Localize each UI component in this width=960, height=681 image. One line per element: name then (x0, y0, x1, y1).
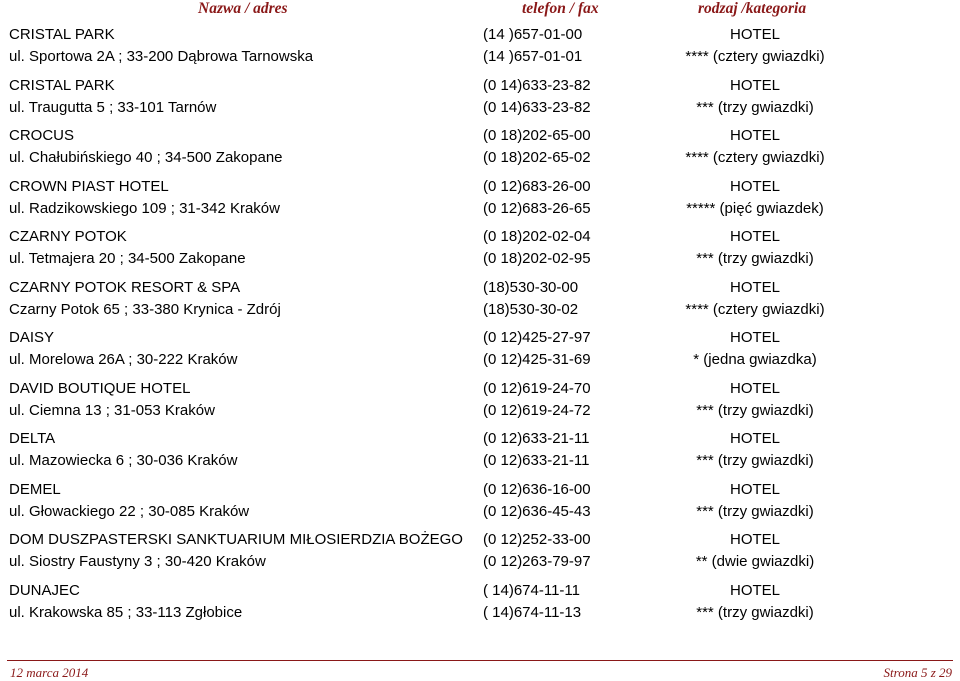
phone-number: (18)530-30-00 (483, 278, 579, 296)
list-item (0, 277, 960, 328)
list-item (0, 226, 960, 277)
hotel-name: DAVID BOUTIQUE HOTEL (9, 379, 191, 397)
fax-number: (18)530-30-02 (483, 300, 579, 318)
hotel-type: HOTEL (729, 329, 780, 346)
hotel-type: HOTEL (729, 430, 780, 447)
hotel-type: HOTEL (729, 127, 780, 144)
fax-number: (0 14)633-23-82 (483, 98, 591, 116)
phone-number: (0 12)636-16-00 (483, 480, 591, 498)
hotel-category: *** (trzy gwiazdki) (696, 452, 814, 469)
phone-number: (14 )657-01-00 (483, 26, 583, 43)
list-item (0, 479, 960, 530)
list-item (0, 428, 960, 479)
hotel-name: CRISTAL PARK (9, 26, 115, 43)
hotel-address: ul. Chałubińskiego 40 ; 34-500 Zakopane (9, 149, 283, 166)
footer-divider (7, 660, 953, 661)
fax-number: (0 12)619-24-72 (483, 401, 591, 419)
hotel-type: HOTEL (729, 379, 780, 397)
list-item (0, 24, 960, 75)
fax-number: (0 12)263-79-97 (483, 553, 591, 570)
footer-page-number: Strona 5 z 29 (883, 665, 952, 680)
list-item (0, 529, 960, 580)
phone-number: ( 14)674-11-11 (483, 581, 581, 599)
hotel-name: CRISTAL PARK (9, 76, 115, 94)
hotel-type: HOTEL (729, 278, 780, 296)
hotel-name: CROCUS (9, 127, 75, 144)
phone-number: (0 12)425-27-97 (483, 329, 591, 346)
hotel-address: ul. Mazowiecka 6 ; 30-036 Kraków (9, 452, 238, 469)
hotel-category: *** (trzy gwiazdki) (696, 603, 814, 621)
list-item (0, 75, 960, 126)
header-name-address: Nazwa / adres (198, 0, 288, 17)
footer-date: 12 marca 2014 (10, 665, 89, 680)
hotel-address: Czarny Potok 65 ; 33-380 Krynica - Zdrój (9, 300, 281, 318)
header-phone-fax: telefon / fax (522, 0, 599, 17)
hotel-category: *** (trzy gwiazdki) (696, 401, 814, 419)
hotel-type: HOTEL (729, 26, 780, 43)
hotel-type: HOTEL (729, 177, 780, 195)
hotel-type: HOTEL (729, 531, 780, 548)
hotel-name: DEMEL (9, 480, 61, 498)
hotel-name: CZARNY POTOK (9, 228, 127, 245)
hotel-type: HOTEL (729, 581, 780, 599)
hotel-list (0, 24, 960, 630)
list-item (0, 580, 960, 631)
hotel-category: **** (cztery gwiazdki) (685, 48, 825, 65)
phone-number: (0 12)619-24-70 (483, 379, 591, 397)
header-type-category: rodzaj /kategoria (698, 0, 807, 17)
phone-number: (0 12)633-21-11 (483, 430, 590, 447)
hotel-category: *** (trzy gwiazdki) (696, 98, 814, 116)
hotel-address: ul. Sportowa 2A ; 33-200 Dąbrowa Tarnowska (9, 48, 314, 65)
fax-number: ( 14)674-11-13 (483, 603, 582, 621)
hotel-category: ***** (pięć gwiazdek) (686, 199, 824, 217)
hotel-address: ul. Głowackiego 22 ; 30-085 Kraków (9, 502, 250, 520)
hotel-category: *** (trzy gwiazdki) (696, 250, 814, 267)
hotel-type: HOTEL (729, 480, 780, 498)
fax-number: (0 12)683-26-65 (483, 199, 591, 217)
list-item (0, 125, 960, 176)
hotel-type: HOTEL (729, 228, 780, 245)
hotel-name: DOM DUSZPASTERSKI SANKTUARIUM MIŁOSIERDZIA BOŻEGO (9, 531, 463, 548)
hotel-address: ul. Siostry Faustyny 3 ; 30-420 Kraków (9, 553, 266, 570)
hotel-address: ul. Krakowska 85 ; 33-113 Zgłobice (9, 603, 243, 621)
hotel-category: **** (cztery gwiazdki) (685, 300, 825, 318)
fax-number: (0 18)202-65-02 (483, 149, 591, 166)
phone-number: (0 12)252-33-00 (483, 531, 591, 548)
hotel-category: ** (dwie gwiazdki) (695, 553, 815, 570)
hotel-name: DAISY (9, 329, 55, 346)
phone-number: (0 12)683-26-00 (483, 177, 591, 195)
hotel-category: * (jedna gwiazdka) (693, 351, 817, 368)
fax-number: (14 )657-01-01 (483, 48, 583, 65)
list-item (0, 378, 960, 429)
hotel-type: HOTEL (729, 76, 780, 94)
hotel-address: ul. Morelowa 26A ; 30-222 Kraków (9, 351, 238, 368)
hotel-address: ul. Tetmajera 20 ; 34-500 Zakopane (9, 250, 246, 267)
hotel-category: *** (trzy gwiazdki) (696, 502, 814, 520)
fax-number: (0 12)633-21-11 (483, 452, 590, 469)
fax-number: (0 12)425-31-69 (483, 351, 591, 368)
hotel-address: ul. Radzikowskiego 109 ; 31-342 Kraków (9, 199, 280, 217)
fax-number: (0 12)636-45-43 (483, 502, 591, 520)
list-item (0, 327, 960, 378)
phone-number: (0 18)202-02-04 (483, 228, 591, 245)
phone-number: (0 14)633-23-82 (483, 76, 591, 94)
hotel-name: DELTA (9, 430, 56, 447)
phone-number: (0 18)202-65-00 (483, 127, 591, 144)
fax-number: (0 18)202-02-95 (483, 250, 591, 267)
hotel-address: ul. Traugutta 5 ; 33-101 Tarnów (9, 98, 217, 116)
hotel-address: ul. Ciemna 13 ; 31-053 Kraków (9, 401, 215, 419)
hotel-name: CROWN PIAST HOTEL (9, 177, 169, 195)
list-item (0, 176, 960, 227)
hotel-name: DUNAJEC (9, 581, 80, 599)
column-header (0, 0, 960, 20)
hotel-name: CZARNY POTOK RESORT & SPA (9, 278, 241, 296)
hotel-category: **** (cztery gwiazdki) (685, 149, 825, 166)
